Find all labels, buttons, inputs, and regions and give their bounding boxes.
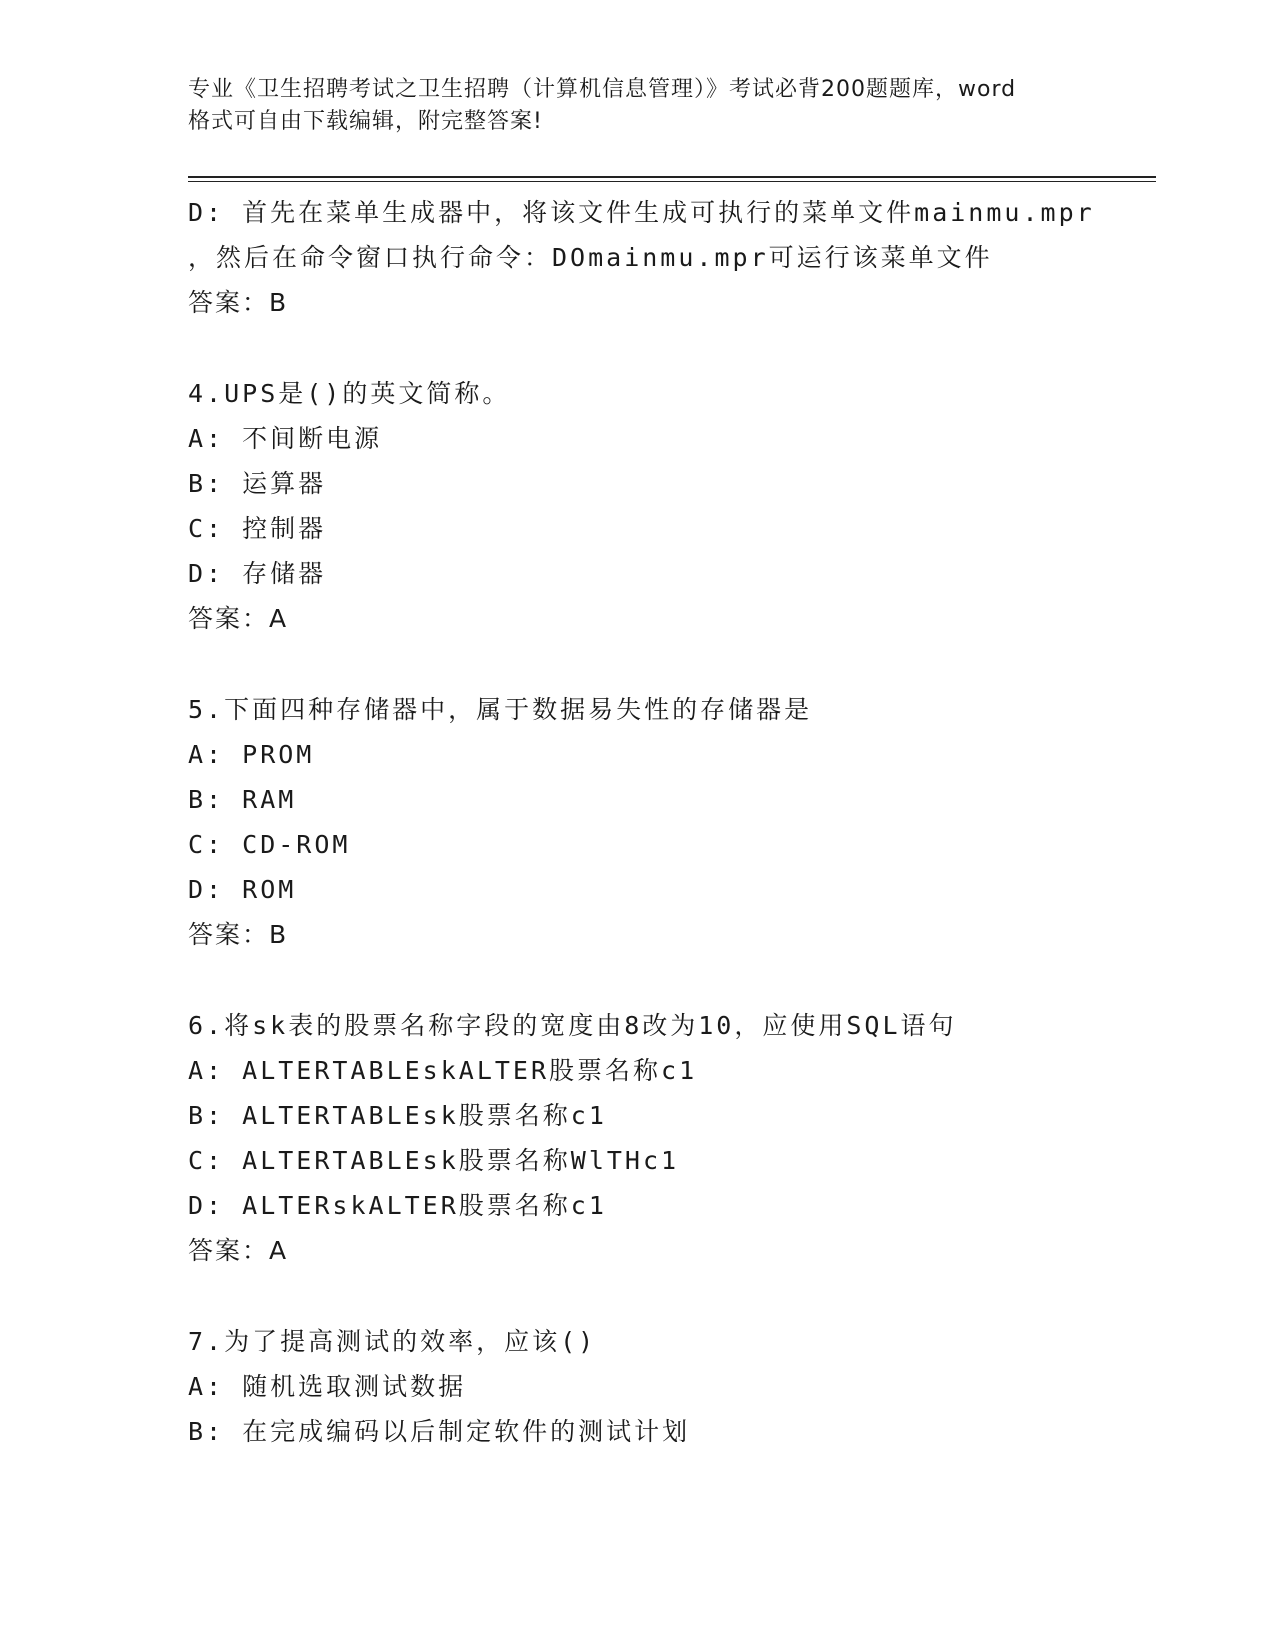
header-divider-bottom — [188, 181, 1156, 182]
option-d: D: 存储器 — [188, 559, 327, 588]
question-5 — [188, 687, 1148, 957]
option-a: A: PROM — [188, 740, 315, 769]
option-c: C: 控制器 — [188, 514, 327, 543]
question-3-continuation — [188, 190, 1148, 325]
option-b: B: 运算器 — [188, 469, 327, 498]
question-6 — [188, 1003, 1148, 1273]
answer-label: 答案：A — [188, 604, 289, 633]
question-7 — [188, 1319, 1148, 1454]
option-c: C: ALTERTABLEsk股票名称WlTHc1 — [188, 1146, 680, 1175]
option-d-line-1: D: 首先在菜单生成器中，将该文件生成可执行的菜单文件mainmu.mpr — [188, 198, 1095, 227]
header-line-1: 专业《卫生招聘考试之卫生招聘（计算机信息管理）》考试必背200题题库，word — [188, 77, 1017, 102]
document-header — [188, 74, 1088, 138]
question-4 — [188, 371, 1148, 641]
option-a: A: 不间断电源 — [188, 424, 383, 453]
option-b: B: ALTERTABLEsk股票名称c1 — [188, 1101, 607, 1130]
option-b: B: RAM — [188, 785, 297, 814]
question-stem: 4.UPS是()的英文简称。 — [188, 379, 511, 408]
header-divider-top — [188, 176, 1156, 178]
question-stem: 7.为了提高测试的效率，应该() — [188, 1327, 597, 1356]
document-body — [188, 190, 1148, 1454]
option-b: B: 在完成编码以后制定软件的测试计划 — [188, 1417, 691, 1446]
option-a: A: ALTERTABLEskALTER股票名称c1 — [188, 1056, 698, 1085]
question-stem: 6.将sk表的股票名称字段的宽度由8改为10，应使用SQL语句 — [188, 1011, 957, 1040]
option-d-line-2: ，然后在命令窗口执行命令：DOmainmu.mpr可运行该菜单文件 — [188, 243, 993, 272]
option-d: D: ALTERskALTER股票名称c1 — [188, 1191, 607, 1220]
header-line-2: 格式可自由下载编辑，附完整答案! — [188, 109, 543, 134]
answer-label: 答案：B — [188, 920, 289, 949]
option-d: D: ROM — [188, 875, 297, 904]
option-c: C: CD-ROM — [188, 830, 351, 859]
answer-label: 答案：A — [188, 1236, 289, 1265]
answer-label: 答案：B — [188, 288, 289, 317]
question-stem: 5.下面四种存储器中，属于数据易失性的存储器是 — [188, 695, 813, 724]
option-a: A: 随机选取测试数据 — [188, 1372, 467, 1401]
